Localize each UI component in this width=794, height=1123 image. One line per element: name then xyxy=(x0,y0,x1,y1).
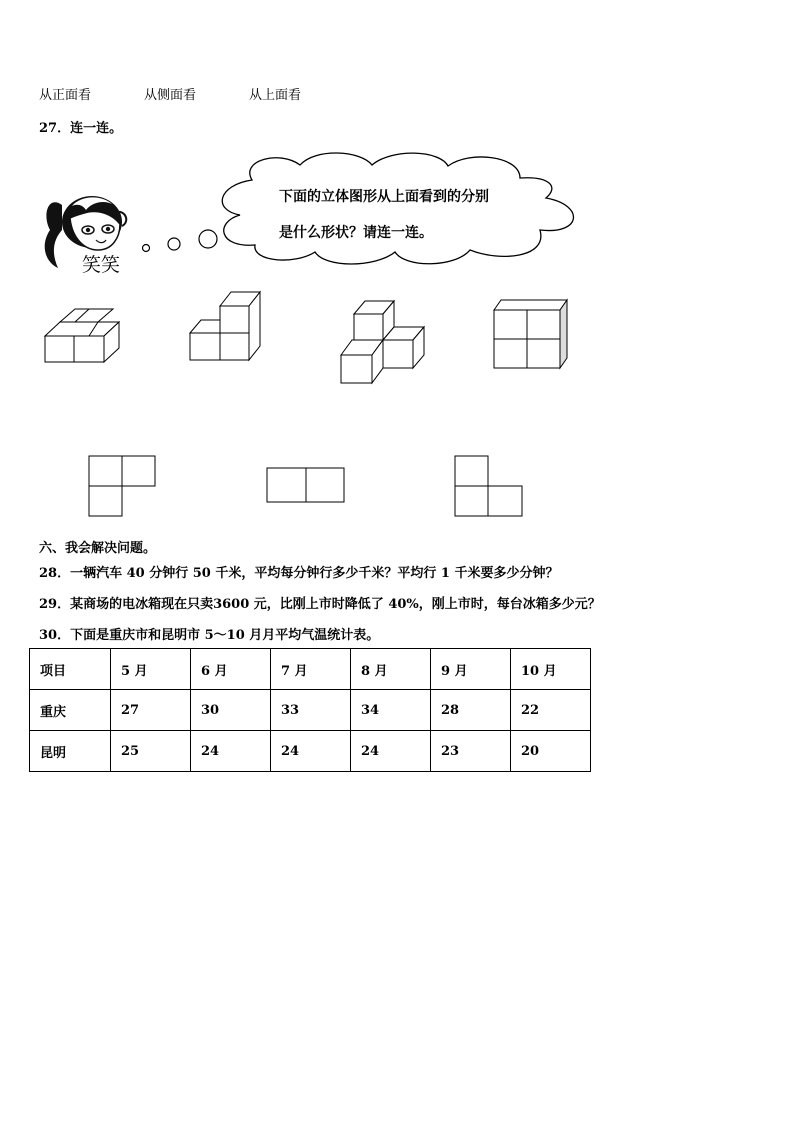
table-cell: 23 xyxy=(431,731,511,772)
table-header-cell: 5 月 xyxy=(111,649,191,690)
question-28: 28．一辆汽车 40 分钟行 50 千米，平均每分钟行多少千米？平均行 1 千米要多少分钟？ xyxy=(39,566,559,581)
illustration xyxy=(0,0,794,540)
table-cell: 30 xyxy=(191,690,271,731)
speech-line-1: 下面的立体图形从上面看到的分别 xyxy=(279,189,489,205)
table-header-cell: 9 月 xyxy=(431,649,511,690)
table-cell: 28 xyxy=(431,690,511,731)
table-cell: 24 xyxy=(271,731,351,772)
table-header-cell: 8 月 xyxy=(351,649,431,690)
table-row xyxy=(30,731,591,772)
top-view-shape-b xyxy=(267,468,344,502)
table-header-cell: 项目 xyxy=(30,649,111,690)
view-top-label: 从上面看 xyxy=(249,88,302,103)
question-30: 30．下面是重庆市和昆明市 5～10 月月平均气温统计表。 xyxy=(39,628,380,643)
view-side-label: 从侧面看 xyxy=(144,88,197,103)
question-27: 27．连一连。 xyxy=(39,121,123,136)
thought-dot-large xyxy=(199,230,217,248)
thought-dot-medium xyxy=(168,238,180,250)
table-header-cell: 10 月 xyxy=(511,649,591,690)
table-cell: 25 xyxy=(111,731,191,772)
table-cell: 24 xyxy=(191,731,271,772)
solid-figure-1 xyxy=(45,309,119,362)
question-29: 29．某商场的电冰箱现在只卖3600 元，比刚上市时降低了 40%，刚上市时，每台冰箱多少元？ xyxy=(39,597,601,612)
table-cell: 22 xyxy=(511,690,591,731)
table-cell: 33 xyxy=(271,690,351,731)
top-view-shape-a xyxy=(89,456,155,516)
thought-dot-small xyxy=(143,245,150,252)
top-view-shape-c xyxy=(455,456,522,516)
temperature-table xyxy=(29,648,591,772)
table-header-row xyxy=(30,649,591,690)
speech-line-2: 是什么形状？请连一连。 xyxy=(279,225,433,241)
table-cell: 20 xyxy=(511,731,591,772)
solid-figure-4 xyxy=(494,300,567,368)
speech-cloud xyxy=(222,153,573,264)
table-header-cell: 7 月 xyxy=(271,649,351,690)
table-header-cell: 6 月 xyxy=(191,649,271,690)
character-name: 笑笑 xyxy=(82,254,121,276)
table-cell: 重庆 xyxy=(30,690,111,731)
table-cell: 昆明 xyxy=(30,731,111,772)
solid-figure-3 xyxy=(341,301,424,383)
section-6-heading: 六、我会解决问题。 xyxy=(39,541,157,556)
table-cell: 34 xyxy=(351,690,431,731)
table-cell: 24 xyxy=(351,731,431,772)
solid-figure-2 xyxy=(190,292,260,360)
view-front-label: 从正面看 xyxy=(39,88,92,103)
table-row xyxy=(30,690,591,731)
table-cell: 27 xyxy=(111,690,191,731)
